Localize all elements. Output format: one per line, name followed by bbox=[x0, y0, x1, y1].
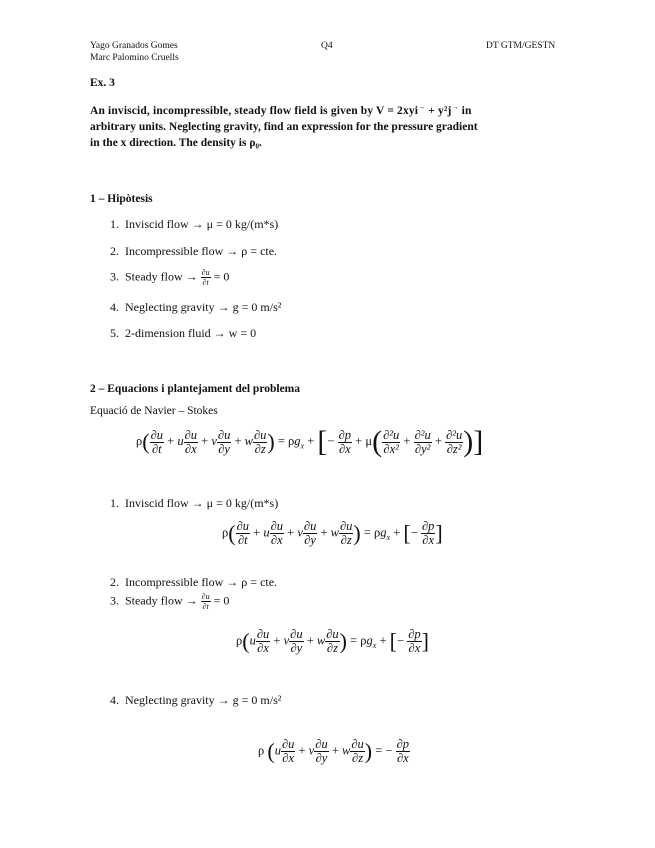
author-1: Yago Granados Gomes bbox=[90, 41, 178, 51]
section1-title: 1 – Hipòtesis bbox=[90, 193, 153, 205]
exercise-statement: An inviscid, incompressible, steady flow field is given by V = 2xyi→ + y²j→ in arbitrary units. Neglecting gravity, find an expression for the pressure gradient in the x direction. The density is ρ₀. bbox=[90, 99, 566, 151]
hypothesis-item-2 bbox=[110, 244, 277, 259]
equation-after-step-3: ρ(u $\frac{\partial u}{\partial x}$ + v $\frac{\partial u}{\partial y}$ + w $\frac{\partial u}{\partial z}$ ) = $\rho g_x$ + [− $\frac{\partial p}{\partial x}$ ] bbox=[236, 627, 429, 655]
statement-line3: in the x direction. The density is ρ₀. bbox=[90, 136, 262, 149]
item-num: 5. bbox=[110, 326, 119, 340]
item-num: 1. bbox=[110, 217, 119, 231]
final-equation: ρ (u $\frac{\partial u}{\partial x}$ + v $\frac{\partial u}{\partial y}$ + w $\frac{\partial u}{\partial z}$ ) = − $\frac{\partial p}{\partial x}$ bbox=[258, 737, 410, 765]
steady-eq: = 0 bbox=[213, 269, 230, 284]
hypothesis-item-4 bbox=[110, 300, 281, 315]
hypothesis-item-5 bbox=[110, 326, 256, 341]
step-text: Steady flow → bbox=[125, 593, 201, 608]
hypothesis-item-1 bbox=[110, 217, 278, 232]
item-text: 2-dimension fluid → w = 0 bbox=[125, 326, 257, 340]
statement-line1b: + y²j bbox=[425, 104, 452, 117]
step-num: 2. bbox=[110, 575, 119, 589]
item-num: 2. bbox=[110, 244, 119, 258]
statement-line1: An inviscid, incompressible, steady flow field is given by V = 2xyi bbox=[90, 104, 419, 117]
step-num: 3. bbox=[110, 593, 119, 608]
item-text: Steady flow → bbox=[125, 269, 201, 284]
du-dt-fraction: $\frac{\partial u}{\partial t}$ bbox=[201, 592, 210, 611]
item-num: 3. bbox=[110, 269, 119, 284]
step-3 bbox=[110, 592, 229, 611]
hypothesis-item-3 bbox=[110, 268, 229, 287]
statement-line2: arbitrary units. Neglecting gravity, find an expression for the pressure gradient bbox=[90, 120, 478, 133]
step-1 bbox=[110, 496, 278, 511]
header-center: Q4 bbox=[321, 41, 333, 51]
step-4 bbox=[110, 693, 281, 708]
step-2 bbox=[110, 575, 277, 590]
header-authors bbox=[90, 40, 179, 64]
header-right: DT GTM/GESTN bbox=[486, 41, 556, 51]
item-text: Neglecting gravity → g = 0 m/s² bbox=[125, 300, 282, 314]
item-text: Inviscid flow → μ = 0 kg/(m*s) bbox=[125, 217, 279, 231]
step-text: Inviscid flow → μ = 0 kg/(m*s) bbox=[125, 496, 279, 510]
section2-subtitle: Equació de Navier – Stokes bbox=[90, 405, 218, 417]
equation-after-step-1: ρ( $\frac{\partial u}{\partial t}$ + u $\frac{\partial u}{\partial x}$ + v $\frac{\partial u}{\partial y}$ + w $\frac{\partial u}{\partial z}$ ) = $\rho g_x$ + [− $\frac{\partial p}{\partial x}$ ] bbox=[222, 519, 443, 547]
section2-title: 2 – Equacions i plantejament del problema bbox=[90, 383, 300, 395]
step-num: 1. bbox=[110, 496, 119, 510]
item-text: Incompressible flow → ρ = cte. bbox=[125, 244, 278, 258]
step-num: 4. bbox=[110, 693, 119, 707]
navier-stokes-full-equation: ρ( $\frac{\partial u}{\partial t}$ + u $\frac{\partial u}{\partial x}$ + v $\frac{\partial u}{\partial y}$ + w $\frac{\partial u}{\partial z}$ ) = $\rho g_x$ + [− $\frac{\partial p}{\partial x}$ + μ( $\frac{\text{∂²u}}{\text{∂x²}}$ + $\frac{\text{∂²u}}{\text{∂y²}}$ + $\frac{\text{∂²u}}{\text{∂z²}}$ )] bbox=[136, 425, 484, 458]
statement-line1c: in bbox=[458, 104, 472, 117]
author-2: Marc Palomino Cruells bbox=[90, 53, 179, 63]
item-num: 4. bbox=[110, 300, 119, 314]
du-dt-fraction: $\frac{\partial u}{\partial t}$ bbox=[201, 268, 210, 287]
step-text: Neglecting gravity → g = 0 m/s² bbox=[125, 693, 282, 707]
steady-eq: = 0 bbox=[213, 593, 230, 608]
step-text: Incompressible flow → ρ = cte. bbox=[125, 575, 278, 589]
exercise-title: Ex. 3 bbox=[90, 77, 115, 89]
